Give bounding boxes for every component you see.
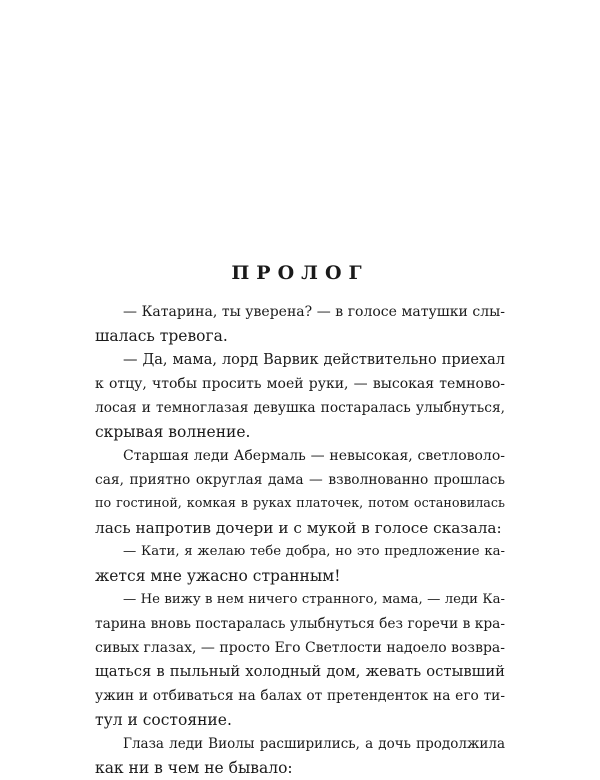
paragraph [95, 540, 505, 588]
text-line: лась напротив дочери и с мукой в голосе сказала: [95, 519, 502, 537]
text-line: тул и состояние. [95, 711, 232, 729]
text-line: — Кати, я желаю тебе добра, но это предложение ка- [123, 544, 505, 559]
text-line: Старшая леди Абермаль — невысокая, светловоло- [123, 448, 505, 464]
text-line: как ни в чем не бывало: [95, 759, 293, 777]
text-line: к отцу, чтобы просить моей руки, — высокая темново- [95, 376, 505, 392]
paragraph [95, 732, 505, 780]
text-line: сая, приятно округлая дама — взволнованно прошлась [95, 472, 505, 488]
text-line: щаться в пыльный холодный дом, жевать остывший [95, 663, 505, 680]
text-line: — Не вижу в нем ничего странного, мама, — леди Ка- [123, 592, 505, 607]
paragraph [95, 444, 505, 540]
chapter-text [95, 300, 505, 780]
paragraph [95, 300, 505, 348]
text-line: по гостиной, комкая в руках платочек, потом остановилась [95, 496, 505, 511]
paragraph [95, 588, 505, 732]
text-line: тарина вновь постаралась улыбнуться без горечи в кра- [95, 616, 505, 632]
text-line: жется мне ужасно странным! [95, 567, 341, 585]
text-line: скрывая волнение. [95, 423, 251, 441]
text-line: сивых глазах, — просто Его Светлости надоело возвра- [95, 640, 505, 656]
paragraph [95, 348, 505, 444]
text-line: шалась тревога. [95, 327, 228, 345]
text-line: лосая и темноглазая девушка постаралась улыбнуться, [95, 400, 505, 416]
text-line: — Катарина, ты уверена? — в голосе матушки слы- [123, 304, 505, 320]
text-line: ужин и отбиваться на балах от претенденток на его ти- [95, 688, 505, 704]
chapter-title: ПРОЛОГ [231, 262, 369, 284]
text-line: — Да, мама, лорд Варвик действительно приехал [123, 352, 505, 368]
text-line: Глаза леди Виолы расширились, а дочь продолжила [123, 736, 505, 752]
